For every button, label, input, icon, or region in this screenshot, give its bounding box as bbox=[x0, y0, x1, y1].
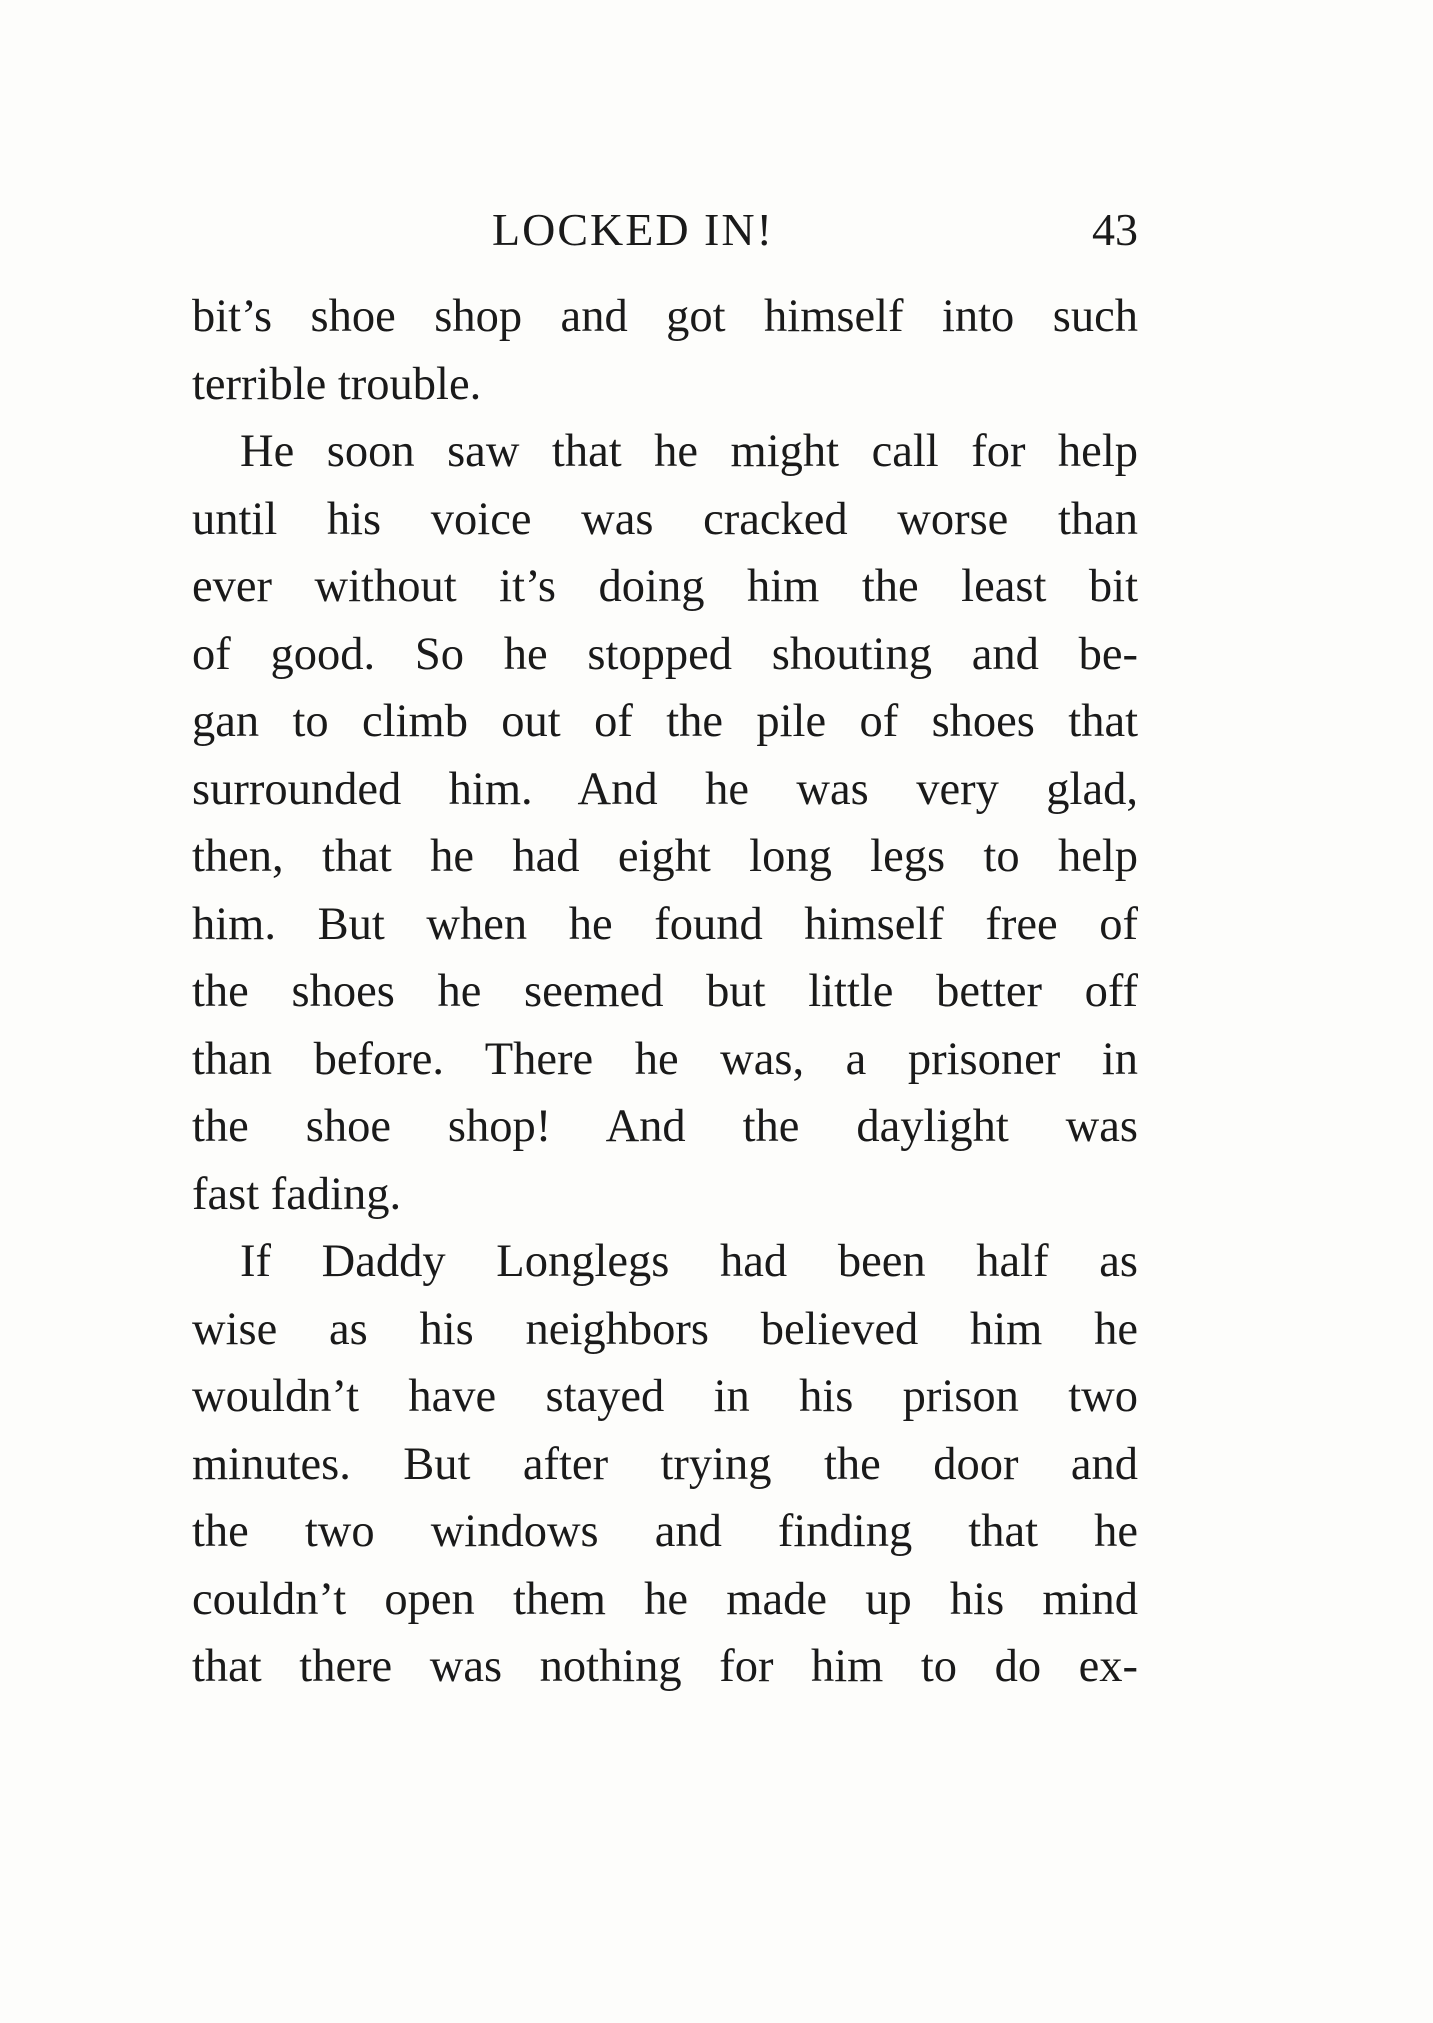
text-line: the shoe shop! And the daylight was bbox=[192, 1101, 1138, 1152]
text-line: wouldn’t have stayed in his prison two bbox=[192, 1371, 1138, 1422]
text-line: fast fading. bbox=[192, 1168, 402, 1220]
body-text bbox=[192, 283, 1138, 1701]
text-line: terrible trouble. bbox=[192, 358, 482, 410]
page-number: 43 bbox=[1092, 204, 1138, 255]
paragraph-3 bbox=[192, 1228, 1138, 1701]
text-line: that there was nothing for him to do ex- bbox=[192, 1641, 1138, 1692]
text-line: minutes. But after trying the door and bbox=[192, 1438, 1138, 1490]
paragraph-2 bbox=[192, 418, 1138, 1228]
text-line: the shoes he seemed but little better off bbox=[192, 966, 1138, 1017]
text-line: gan to climb out of the pile of shoes that bbox=[192, 696, 1138, 747]
text-line: surrounded him. And he was very glad, bbox=[192, 763, 1138, 815]
text-line: of good. So he stopped shouting and be- bbox=[192, 628, 1138, 680]
text-line: If Daddy Longlegs had been half as bbox=[240, 1236, 1138, 1287]
text-line: him. But when he found himself free of bbox=[192, 898, 1138, 950]
text-line: until his voice was cracked worse than bbox=[192, 493, 1138, 545]
text-line: then, that he had eight long legs to help bbox=[192, 831, 1138, 882]
text-line: couldn’t open them he made up his mind bbox=[192, 1573, 1138, 1625]
text-line: bit’s shoe shop and got himself into such bbox=[192, 291, 1138, 342]
text-line: wise as his neighbors believed him he bbox=[192, 1303, 1138, 1355]
running-title: LOCKED IN! bbox=[492, 204, 774, 255]
running-head bbox=[192, 200, 1138, 260]
text-line: He soon saw that he might call for help bbox=[240, 426, 1138, 477]
text-line: ever without it’s doing him the least bit bbox=[192, 561, 1138, 612]
paragraph-1 bbox=[192, 283, 1138, 418]
text-line: than before. There he was, a prisoner in bbox=[192, 1033, 1138, 1085]
text-line: the two windows and finding that he bbox=[192, 1506, 1138, 1557]
